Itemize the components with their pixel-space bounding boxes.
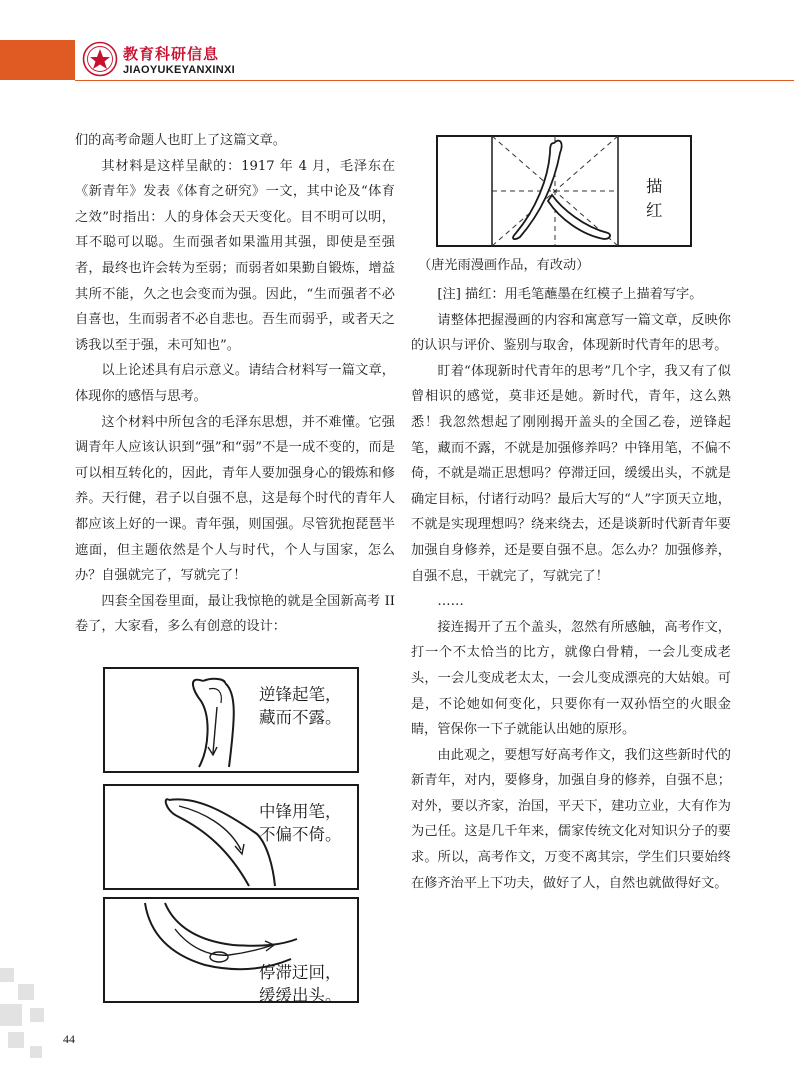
paragraph: [注] 描红：用毛笔蘸墨在红模子上描着写字。 <box>437 287 703 302</box>
comic-panel-3 <box>103 897 359 1003</box>
paragraph: 其材料是这样呈献的：1917 年 4 月，毛泽东在《新青年》发表《体育之研究》一文，其中论及“体育之效”时指出：人的身体会天天变化。目不明可以明，耳不聪可以聪。生而强者如果滥用其强，即使是至强者，最终也许会转为至弱；而弱者如果勤自锻炼，增益其所不能，久之也会变而为强。因此，“生而强者不必自喜也，生而弱者不必自悲也。吾生而弱乎，或者天之诱我以至于强，未可知也”。 <box>75 158 395 353</box>
tracing-illustration <box>436 135 692 247</box>
paragraph: 们的高考命题人也盯上了这篇文章。 <box>75 133 286 148</box>
panel-caption: 逆锋起笔，藏而不露。 <box>259 685 342 727</box>
paragraph: 盯着“体现新时代青年的思考”几个字，我又有了似曾相识的感觉，莫非还是她。新时代，青年，这么熟悉！我忽然想起了刚刚揭开盖头的全国乙卷，逆锋起笔，藏而不露，不就是加强修养吗？中锋用笔，不偏不倚，不就是端正思想吗？停滞迂回，缓缓出头，不就是确定目标，付诸行动吗？最后大写的“人”字顶天立地，不就是实现理想吗？绕来绕去，还是谈新时代新青年要加强自身修养，还是要自强不息。怎么办？加强修养，自强不息，干就完了，写就完了！ <box>411 363 731 584</box>
paragraph: 四套全国卷里面，最让我惊艳的就是全国新高考 II 卷了，大家看，多么有创意的设计： <box>75 593 395 635</box>
figure-caption: （唐光雨漫画作品，有改动） <box>418 258 590 273</box>
journal-title: 教育科研信息 <box>123 45 220 63</box>
panel-caption: 停滞迂回，缓缓出头。 <box>259 963 342 1005</box>
page-number: 44 <box>63 1032 75 1046</box>
panel-caption: 中锋用笔，不偏不倚。 <box>259 802 342 844</box>
paragraph: 以上论述具有启示意义。请结合材料写一篇文章，体现你的感悟与思考。 <box>75 363 395 404</box>
header-rule <box>75 80 794 81</box>
decor-square <box>30 1008 44 1022</box>
paragraph: 这个材料中所包含的毛泽东思想，并不难懂。它强调青年人应该认识到“强”和“弱”不是一成不变的，而是可以相互转化的，因此，青年人要加强身心的锻炼和修养。天行健，君子以自强不息，这是每个时代的青年人都应该上好的一课。青年强，则国强。尽管犹抱琵琶半遮面，但主题依然是个人与时代，个人与国家，怎么办？自强就完了，写就完了！ <box>75 414 395 584</box>
tracing-label: 描红 <box>646 177 663 220</box>
paragraph: 接连揭开了五个盖头，忽然有所感触，高考作文，打一个不太恰当的比方，就像白骨精，一会儿变成老头，一会儿变成老太太，一会儿变成漂亮的大姑娘。可是，不论她如何变化，只要你有一双孙悟空的火眼金睛，管保你一下子就能认出她的原形。 <box>411 619 731 738</box>
comic-panel-2 <box>103 784 359 890</box>
decor-square <box>30 1046 42 1058</box>
decor-square <box>0 968 14 982</box>
comic-panel-1 <box>103 667 359 773</box>
paragraph: 由此观之，要想写好高考作文，我们这些新时代的新青年，对内，要修身，加强自身的修养，自强不息；对外，要以齐家，治国，平天下，建功立业，大有作为为己任。这是几千年来，儒家传统文化对知识分子的要求。所以，高考作文，万变不离其宗，学生们只要始终在修齐治平上下功夫，做好了人，自然也就做得好文。 <box>411 747 731 891</box>
decor-square <box>0 1004 22 1026</box>
paragraph: …… <box>437 594 464 610</box>
decor-square <box>18 984 34 1000</box>
header-accent-bar <box>0 40 75 80</box>
paragraph: 请整体把握漫画的内容和寓意写一篇文章，反映你的认识与评价、鉴别与取舍，体现新时代青年的思考。 <box>411 312 731 354</box>
right-column <box>411 282 731 896</box>
journal-logo-icon <box>82 41 118 77</box>
journal-subtitle: JIAOYUKEYANXINXI <box>123 64 235 76</box>
left-column <box>75 128 395 640</box>
decor-square <box>8 1032 24 1048</box>
